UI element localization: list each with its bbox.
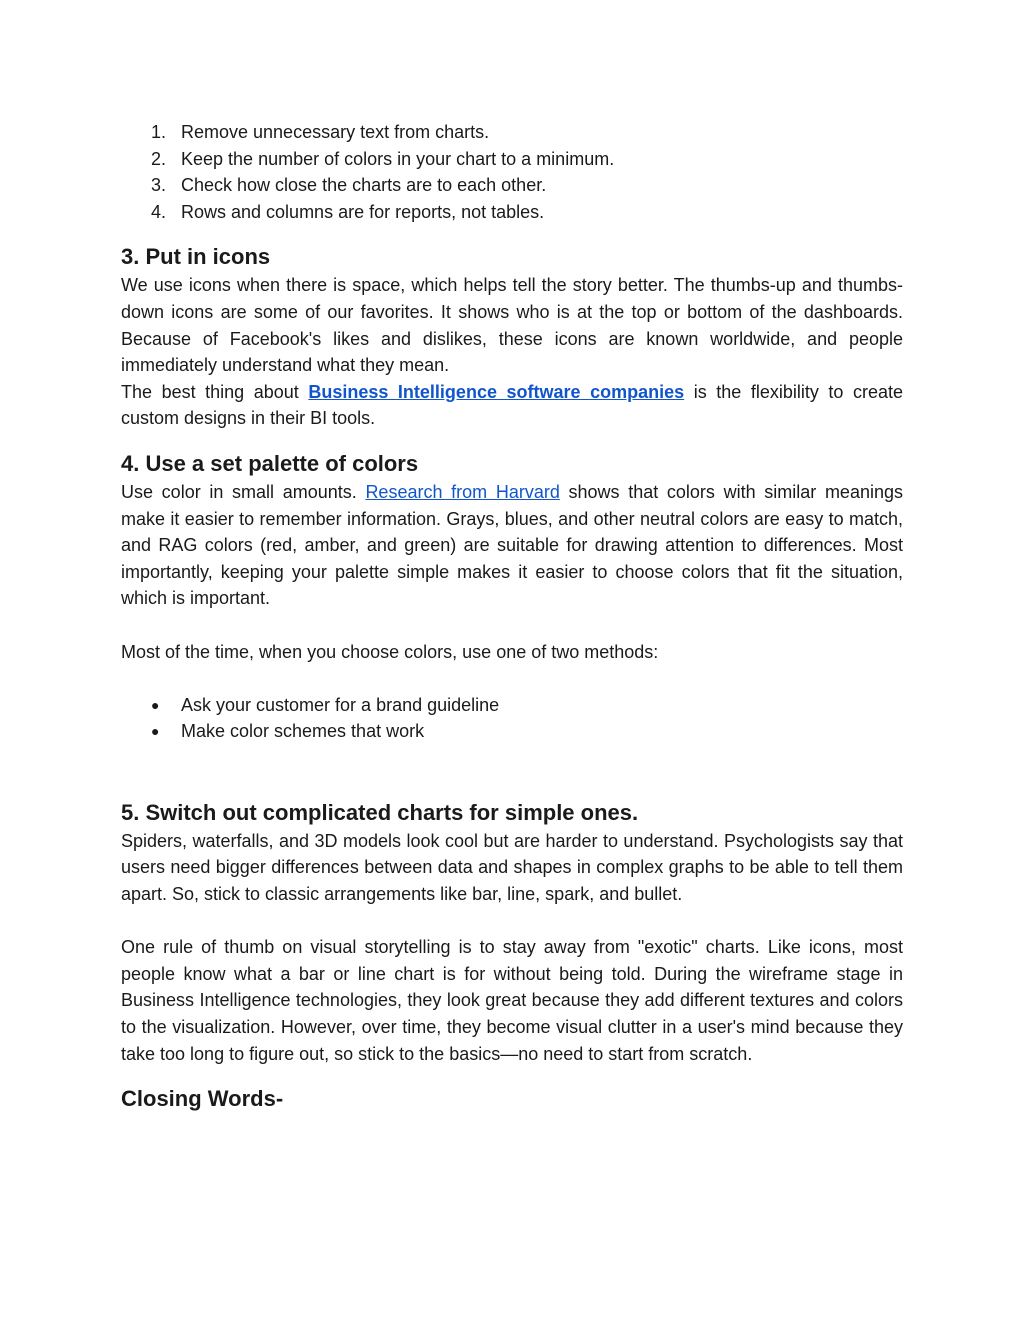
section-palette-paragraph: Use color in small amounts. Research from Harvard shows that colors with similar meanings make it easier to remember information. Grays, blues, and other neutral colors are easy to match, and RAG colors (red, amber, and green) are suitable for drawing attention to differences. Most importantly, keeping your palette simple makes it easier to choose colors that fit the situation, which is important. (121, 481, 903, 609)
research-harvard-link[interactable]: Research from Harvard (365, 481, 560, 502)
list-item (121, 199, 903, 226)
section-icons-paragraph: We use icons when there is space, which helps tell the story better. The thumbs-up and thumbs-down icons are some of our favorites. It shows who is at the top or bottom of the dashboards. Because of Facebook's likes and dislikes, these icons are known worldwide, and people immediately understand what they mean. (121, 275, 903, 376)
section-heading-simple-charts: 5. Switch out complicated charts for simple ones. (121, 799, 639, 825)
list-item (121, 692, 903, 719)
bullet-icon: ● (151, 696, 160, 713)
section-palette-methods-intro: Most of the time, when you choose colors, use one of two methods: (121, 641, 659, 662)
list-item-text: Make color schemes that work (181, 721, 425, 742)
tips-numbered-list (121, 119, 903, 225)
closing-words-heading: Closing Words- (121, 1086, 284, 1112)
list-item-text: Ask your customer for a brand guideline (181, 694, 500, 715)
list-number: 2. (151, 148, 167, 169)
document-page (121, 119, 903, 1114)
list-number: 3. (151, 175, 167, 196)
list-item-text: Check how close the charts are to each other. (181, 175, 547, 196)
list-number: 1. (151, 122, 167, 142)
section-simple-charts-paragraph-2: One rule of thumb on visual storytelling is to stay away from "exotic" charts. Like icons, most people know what a bar or line chart is for without being told. During the wireframe stage in Business Intelligence technologies, they look great because they add different textures and colors to the visualization. However, over time, they become visual clutter in a user's mind because they take too long to figure out, so stick to the basics—no need to start from scratch. (121, 937, 903, 1064)
section-heading-icons: 3. Put in icons (121, 244, 271, 270)
bullet-icon: ● (151, 723, 160, 740)
list-item-text: Rows and columns are for reports, not tables. (181, 201, 545, 222)
section-simple-charts-paragraph: Spiders, waterfalls, and 3D models look cool but are harder to understand. Psychologists say that users need bigger differences between data and shapes in complex graphs to be able to tell them apart. So, stick to classic arrangements like bar, line, spark, and bullet. (121, 830, 903, 905)
list-item-text: Keep the number of colors in your chart to a minimum. (181, 148, 615, 169)
section-icons-paragraph-2: The best thing about Business Intelligence software companies is the flexibility to create custom designs in their BI tools. (121, 381, 903, 429)
list-number: 4. (151, 201, 167, 222)
methods-bullet-list (121, 692, 903, 745)
list-item (121, 119, 903, 146)
list-item-text: Remove unnecessary text from charts. (181, 122, 490, 142)
list-item (121, 718, 903, 745)
section-heading-palette: 4. Use a set palette of colors (121, 450, 419, 476)
list-item (121, 172, 903, 199)
list-item (121, 146, 903, 173)
bi-software-companies-link[interactable]: Business Intelligence software companies (308, 381, 685, 402)
